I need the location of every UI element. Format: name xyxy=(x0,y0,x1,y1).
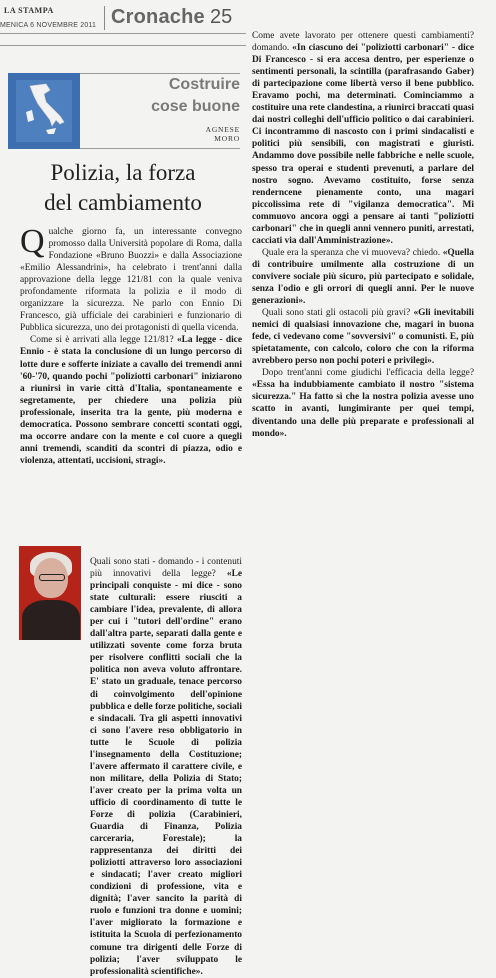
question: Come si è arrivati alla legge 121/81? xyxy=(30,335,174,346)
answer: «Essa ha indubbiamente cambiato il nostro "sistema sicurezza." Ha fatto sì che la nostra polizia avesse uno scatto in avanti, lungimirante per quei tempi, diventando una delle più preparate e professionali al mondo». xyxy=(252,380,474,439)
article-paragraph: Come avete lavorato per ottenere questi cambiamenti? domando. «In ciascuno dei "poliziotti carbonari" - dice Di Francesco - si era accesa dentro, per esperienze o sentimenti personali, la scintilla (parafrasando Gaber) di partecipazione come libertà verso il bene pubblico. Eravamo pochi, ma determinati. Cominciammo a costituire una rete clandestina, a riunirci braccati quasi dai nostri colleghi dell'ufficio politico o dai carabinieri. Ci incontrammo di nascosto con i primi sindacalisti e politici più sensibili, con magistrati e giuristi. Andammo dove possibile nelle fabbriche e nelle scuole, spesso tra operai e studenti prevenuti, a parlare del nostro sogno. Avevamo costituito, forse senza renderncene pienamente conto, una magari piccolissima rete di "vigilanza democratica". Mi commuovo ancora oggi a pensare ai tanti "poliziotti carbonari" che in quegli anni vennero puniti, arrestati, cacciati via dall'Amministrazione». xyxy=(252,31,475,246)
article-paragraph xyxy=(252,307,474,367)
article-column-left xyxy=(20,223,242,467)
answer: «In ciascuno dei "poliziotti carbonari" - dice Di Francesco - si era accesa dentro, per esperienze o sentimenti personali, la scintilla (parafrasando Gaber) di partecipazione come libertà verso il bene pubblico. Eravamo pochi, ma determinati. Cominciammo a costituire una rete clandestina, a riunirci braccati quasi dai nostri colleghi dell'ufficio politico o dai carabinieri. Ci incontrammo di nascosto con i primi sindacalisti e politici più sensibili, con magistrati e giuristi. Andammo dove possibile nelle fabbriche e nelle scuole, spesso tra operai e studenti prevenuti, a parlare del nostro sogno. Avevamo costituito, forse senza renderncene pienamente conto, una magari piccolissima rete di "vigilanza democratica". Mi commuovo ancora oggi a pensare ai tanti "poliziotti carbonari" che in quegli anni vennero puniti, arrestati, cacciati via dall'Amministrazione». xyxy=(252,43,475,246)
question: Dopo trent'anni come giudichi l'efficacia della legge? xyxy=(262,368,474,379)
masthead xyxy=(0,2,250,32)
author-last-name: MORO xyxy=(214,134,240,143)
section-name: Cronache xyxy=(111,6,205,28)
answer: «Gli inevitabili nemici di qualsiasi innovazione che, magari in buona fede, ci vedevano come "sovversivi" o comunisti. E, più spietatamente, con calcolo, coloro che con la riforma avrebbero perso non pochi poteri e privilegi». xyxy=(252,308,474,367)
column-title-line1: Costruire xyxy=(168,76,240,93)
article-paragraph xyxy=(20,334,242,467)
question: Come avete lavorato per ottenere questi cambiamenti? xyxy=(252,31,474,41)
issue-date: MENICA 6 NOVEMBRE 2011 xyxy=(0,22,97,29)
author-first-name: AGNESE xyxy=(205,125,240,134)
article-column-left-wrap xyxy=(90,556,242,978)
masthead-rule xyxy=(0,33,246,34)
question: Quali sono stati gli ostacoli più gravi? xyxy=(262,308,411,319)
masthead-divider xyxy=(104,6,105,30)
answer: «Quella di contribuire umilmente alla costruzione di un convivere sociale più sicuro, più partecipato e solidale, senza l'odio e gli orrori di quegli anni. Per le nuove generazioni». xyxy=(252,247,474,307)
answer: «La legge - dice Ennio - è stata la conclusione di un lungo percorso di lotte dure e sofferte iniziate a cavallo dei tremendi anni '60-'70, quando pochi "poliziotti carbonari" iniziarono a riunirsi in varie città d'Italia, spontaneamente e segretamente, per chiedere una polizia più professionale, inserita tra la gente, più moderna e democratica. Possono sembrare concetti scontati oggi, ma occorre andare con la mente e col cuore a quegli anni tremendi, scanditi da scontri di piazza, odio e violenza, attentati, uccisioni, stragi». xyxy=(20,335,242,466)
italy-map-icon xyxy=(16,80,72,142)
page-number: 25 xyxy=(210,6,233,28)
article-column-right xyxy=(252,30,474,440)
drop-cap: Q xyxy=(20,223,45,260)
masthead-rule-thin xyxy=(0,45,246,46)
article-paragraph xyxy=(90,556,242,978)
column-title xyxy=(110,74,240,118)
portrait-photo xyxy=(19,546,81,640)
newspaper-name: LA STAMPA xyxy=(4,6,54,15)
headline-line1: Polizia, la forza xyxy=(50,160,196,185)
article-paragraph: Qualche giorno fa, un interessante convegno promosso dalla Università popolare di Roma, dalla Fondazione «Bruno Buozzi» e dalla Associazione «Emilio Alessandrini», ha celebrato i trent'anni dalla approvazione della legge 121/81 con la quale veniva profondamente riformata la polizia e il modo di organizzare la sicurezza. Ne parlo con Ennio Di Francesco, già ufficiale dei carabinieri e funzionario di Pubblica sicurezza, uno dei protagonisti di quella vicenda. xyxy=(20,223,242,334)
column-box-bottom-rule xyxy=(80,148,240,149)
article-paragraph: Quale era la speranza che vi muoveva? chiedo. «Quella di contribuire umilmente alla costruzione di un convivere sociale più sicuro, più partecipato e solidale, senza l'odio e gli orrori di quegli anni. Per le nuove generazioni». xyxy=(252,247,474,307)
column-title-line2: cose buone xyxy=(151,98,240,115)
italy-map-image xyxy=(8,73,80,149)
answer: «Le principali conquiste - mi dice - sono state culturali: essere riusciti a cambiare l'idea, prevalente, di allora per cui i "tutori dell'ordine" erano dall'altra parte, separati dalla gente e utilizzati sovente come forza bruta per risolvere conflitti sociali che la politica non aveva voluto affrontare. E' stato un graduale, tenace percorso di coinvolgimento dell'opinione pubblica e delle forze politiche, sociali e sindacali. Tra gli aspetti innovativi ci sono l'avere reso obbligatorio in tutte le Scuole di polizia l'insegnamento della Costituzione; l'avere affermato il carattere civile, e non militare, della Polizia di Stato; l'aver creato per la prima volta un ufficio di coordinamento di tutte le Forze di polizia (Carabinieri, Guardia di Finanza, Polizia carceraria, Forestale); la rappresentanza dei diritti dei poliziotti attraverso loro associazioni e sindacati; l'aver creato migliori condizioni di professione, vita e dignità; l'aver sancito la parità di ruolo e funzioni tra donne e uomini; l'aver migliorato la formazione e istituita la Scuola di perfezionamento comune tra dirigenti delle Forze di polizia; l'aver sviluppato le professionalità scientifiche». xyxy=(90,569,243,977)
column-author xyxy=(150,125,240,143)
question: Quali sono stati - domando - i contenuti più innovativi della legge? xyxy=(90,557,242,580)
article-headline xyxy=(0,158,246,218)
question: Quale era la speranza che vi muoveva? xyxy=(262,247,411,258)
headline-line2: del cambiamento xyxy=(44,190,202,215)
article-paragraph xyxy=(252,367,474,439)
